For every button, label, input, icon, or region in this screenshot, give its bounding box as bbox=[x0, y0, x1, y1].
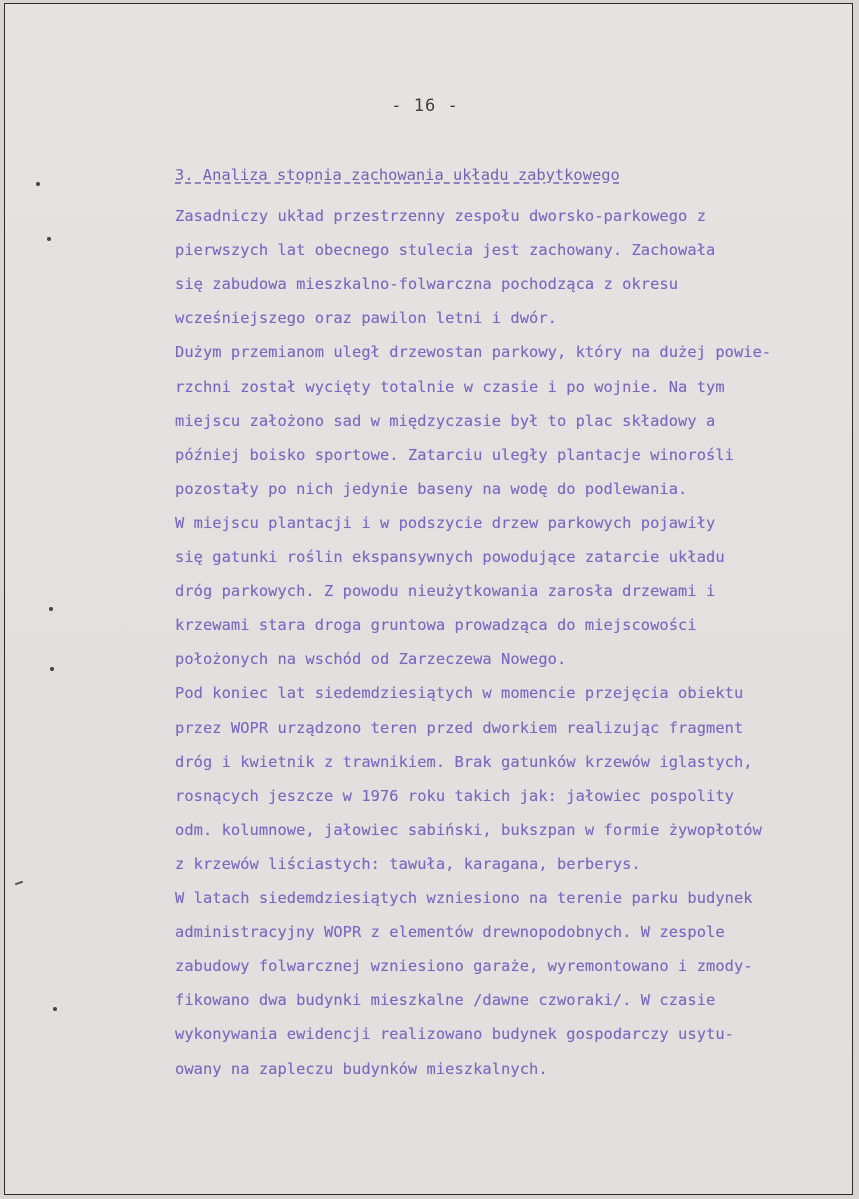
text-line: fikowano dwa budynki mieszkalne /dawne czworaki/. W czasie bbox=[175, 991, 716, 1010]
margin-mark bbox=[15, 881, 23, 886]
text-line: Pod koniec lat siedemdziesiątych w momencie przejęcia obiektu bbox=[175, 684, 744, 703]
text-line: wykonywania ewidencji realizowano budynek gospodarczy usytu- bbox=[175, 1025, 734, 1044]
text-line: wcześniejszego oraz pawilon letni i dwór. bbox=[175, 309, 557, 328]
margin-mark bbox=[49, 607, 53, 611]
text-line: W miejscu plantacji i w podszycie drzew parkowych pojawiły bbox=[175, 513, 716, 532]
text-line: zabudowy folwarcznej wzniesiono garaże, wyremontowano i zmody- bbox=[175, 957, 753, 976]
text-line: pierwszych lat obecnego stulecia jest zachowany. Zachowała bbox=[175, 241, 716, 260]
text-line: odm. kolumnowe, jałowiec sabiński, bukszpan w formie żywopłotów bbox=[175, 820, 762, 839]
text-line: się gatunki roślin ekspansywnych powodujące zatarcie układu bbox=[175, 548, 725, 566]
text-line: pozostały po nich jedynie baseny na wodę do podlewania. bbox=[175, 479, 688, 498]
margin-mark bbox=[36, 182, 40, 186]
page-number: - 16 - bbox=[391, 96, 459, 116]
text-line: Dużym przemianom uległ drzewostan parkowy, który na dużej powie- bbox=[175, 343, 772, 362]
text-line: dróg i kwietnik z trawnikiem. Brak gatunków krzewów iglastych, bbox=[175, 752, 753, 771]
text-line: później boisko sportowe. Zatarciu uległy plantacje winorośli bbox=[175, 445, 734, 464]
text-line: się zabudowa mieszkalno-folwarczna pochodząca z okresu bbox=[175, 275, 679, 294]
text-line: Zasadniczy układ przestrzenny zespołu dworsko-parkowego z bbox=[175, 207, 707, 225]
section-heading: 3. Analiza stopnia zachowania układu zabytkowego bbox=[175, 166, 620, 184]
text-line: W latach siedemdziesiątych wzniesiono na terenie parku budynek bbox=[175, 889, 753, 907]
text-line: owany na zapleczu budynków mieszkalnych. bbox=[175, 1059, 548, 1078]
text-line: przez WOPR urządzono teren przed dworkiem realizując fragment bbox=[175, 718, 744, 737]
text-line: krzewami stara droga gruntowa prowadząca do miejscowości bbox=[175, 616, 697, 635]
text-line: rzchni został wycięty totalnie w czasie i po wojnie. Na tym bbox=[175, 377, 725, 396]
text-line: administracyjny WOPR z elementów drewnopodobnych. W zespole bbox=[175, 923, 725, 942]
text-line: położonych na wschód od Zarzeczewa Nowego. bbox=[175, 650, 567, 669]
text-line: rosnących jeszcze w 1976 roku takich jak: jałowiec pospolity bbox=[175, 786, 734, 805]
margin-mark bbox=[47, 237, 51, 241]
margin-mark bbox=[53, 1007, 57, 1011]
text-line: miejscu założono sad w międzyczasie był to plac składowy a bbox=[175, 411, 716, 430]
margin-mark bbox=[50, 667, 54, 671]
document-page bbox=[4, 3, 853, 1195]
text-line: dróg parkowych. Z powodu nieużytkowania zarosła drzewami i bbox=[175, 582, 716, 601]
text-line: z krzewów liściastych: tawuła, karagana, berberys. bbox=[175, 854, 641, 873]
